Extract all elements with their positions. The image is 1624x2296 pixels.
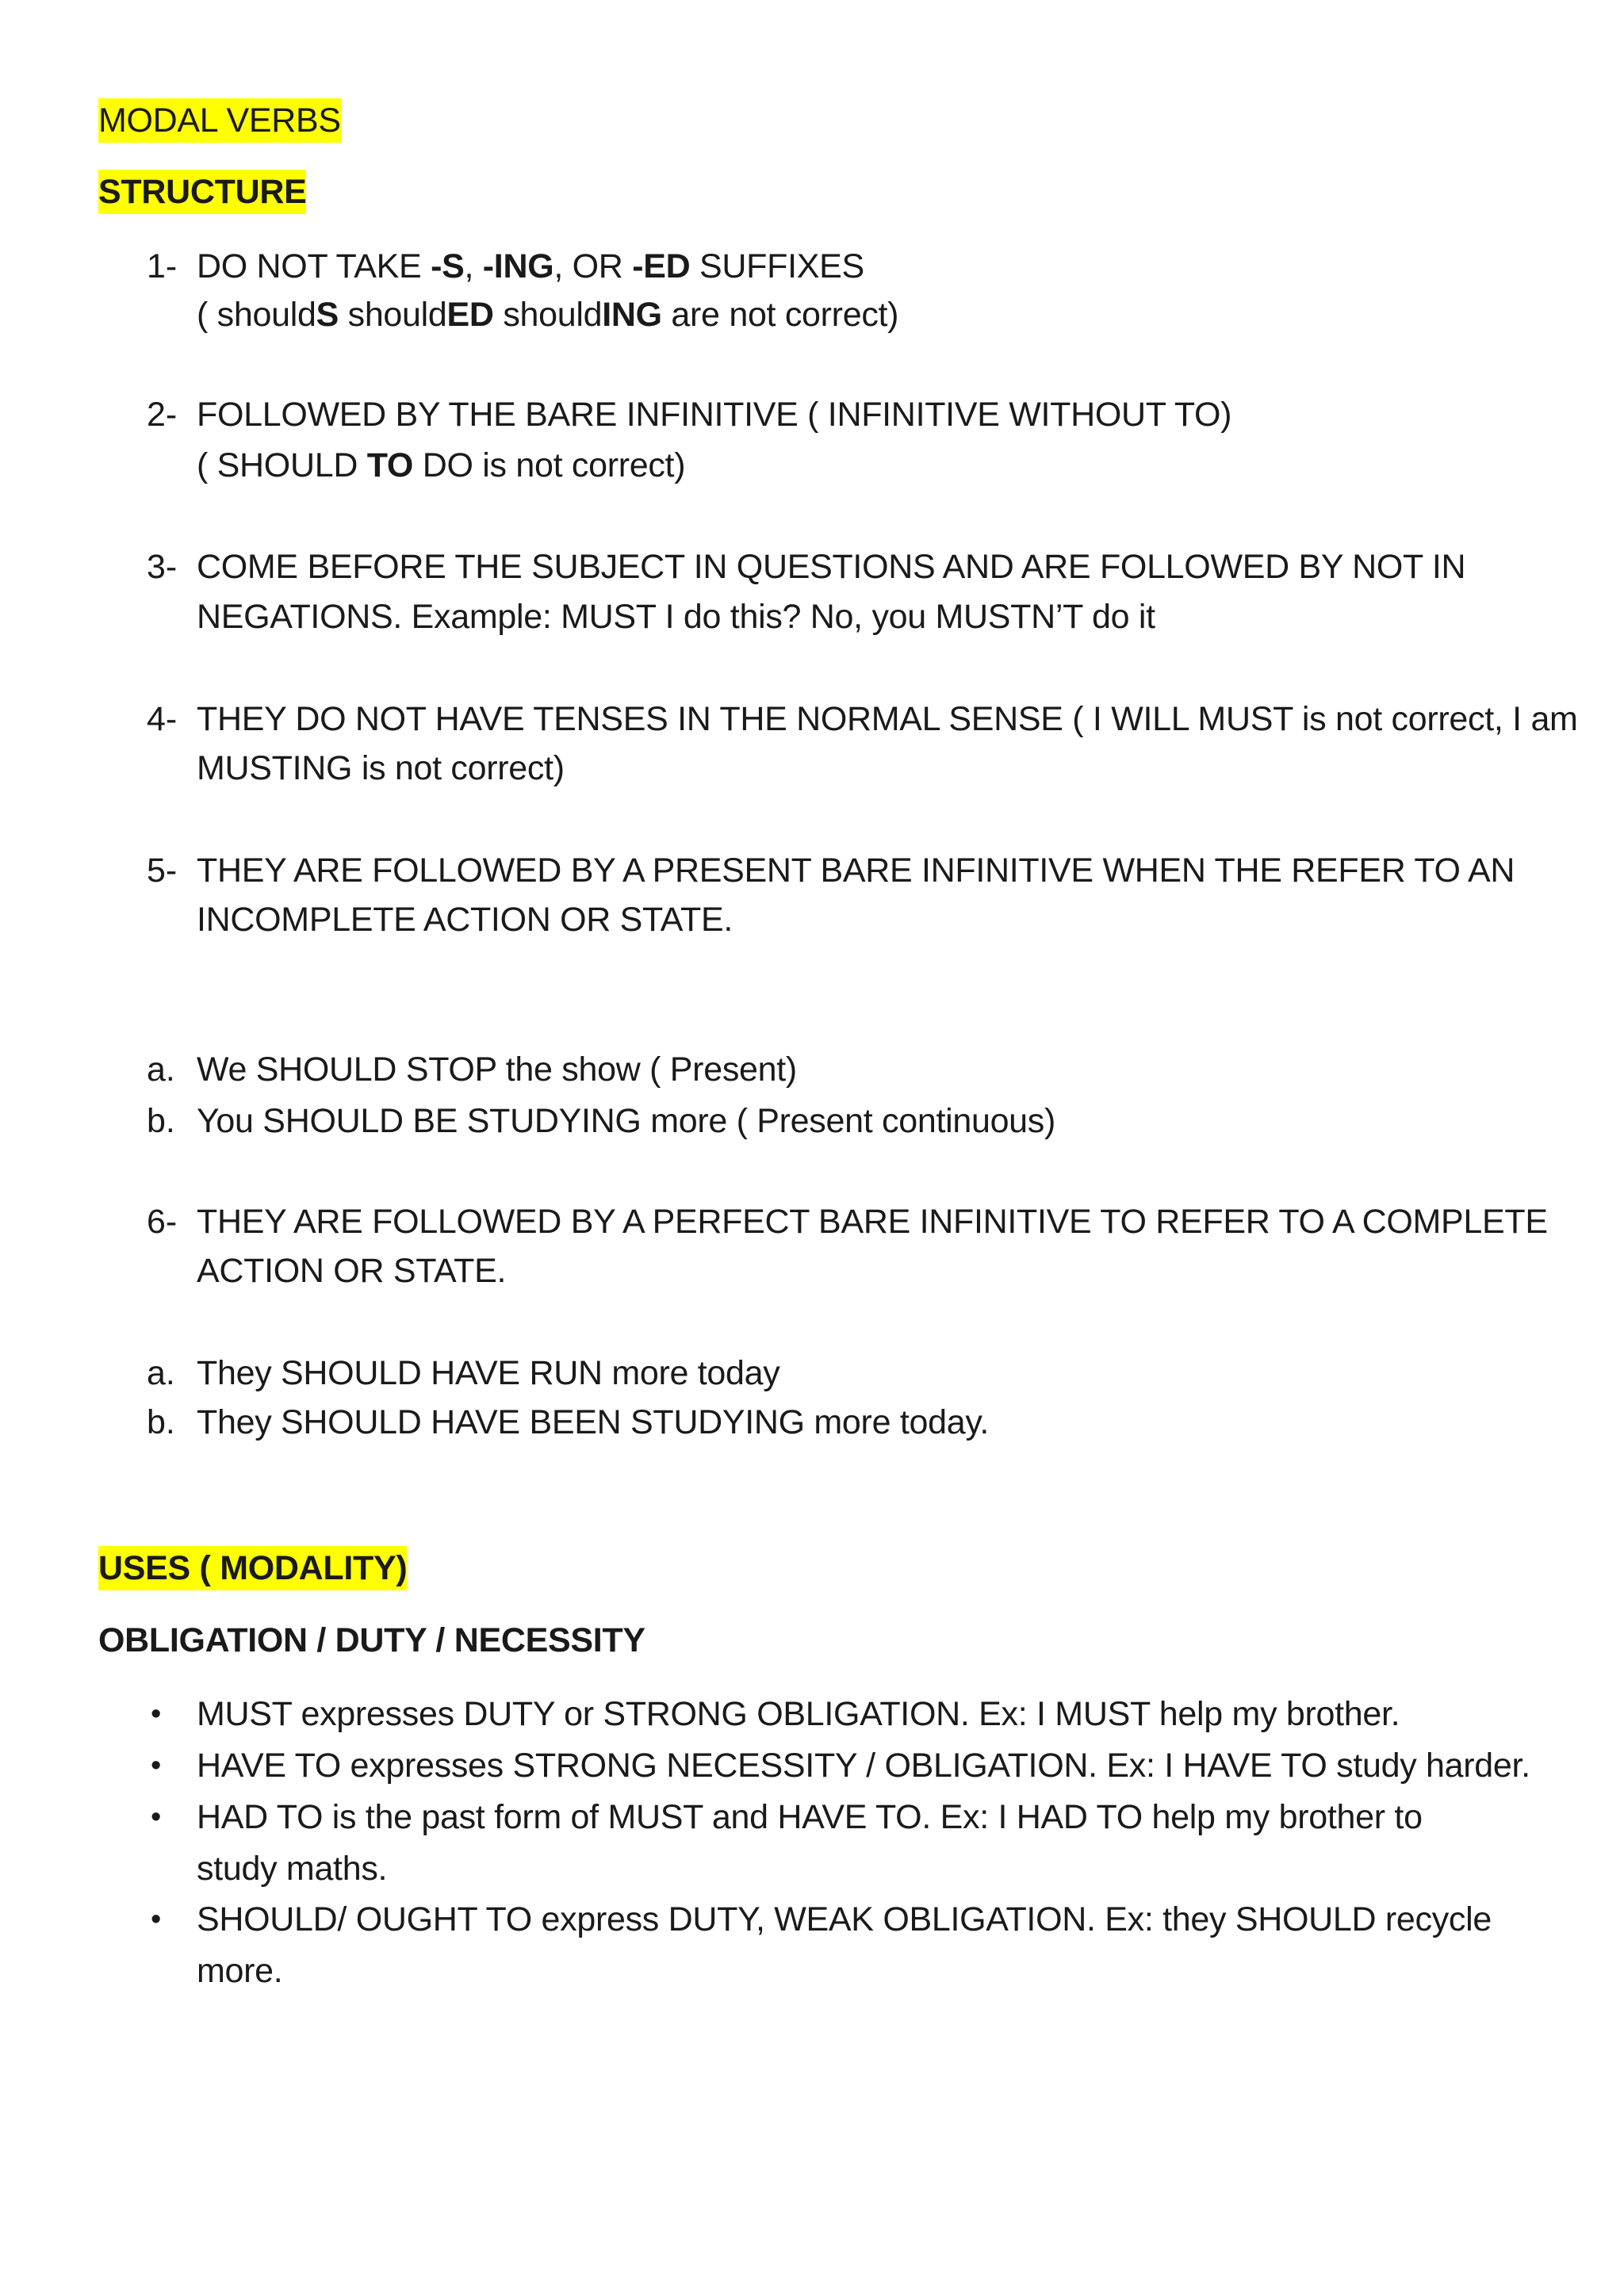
item-1-example: should	[493, 296, 603, 334]
item-1-suffix-ing: -ING	[482, 247, 554, 285]
item-2-example: DO is not correct)	[413, 446, 686, 484]
item-2-line-2	[197, 444, 685, 487]
item-1-text: SUFFIXES	[690, 247, 864, 285]
example-5b-marker: b.	[147, 1102, 175, 1140]
item-1-suffix-s: -S	[431, 247, 465, 285]
item-1-example: are not correct)	[661, 296, 899, 334]
item-1-example-bold: S	[316, 296, 339, 334]
bullet-icon: •	[151, 1903, 162, 1936]
item-1-marker: 1-	[147, 247, 178, 285]
item-1-example-bold: ED	[446, 296, 494, 334]
uses-heading	[98, 1547, 407, 1590]
item-1-text: ,	[464, 247, 483, 285]
item-1-example: ( should	[197, 296, 316, 334]
structure-heading	[98, 170, 306, 213]
structure-heading-text: STRUCTURE	[98, 170, 306, 214]
bullet-item-have-to: HAVE TO expresses STRONG NECESSITY / OBLIGATION. Ex: I HAVE TO study harder.	[197, 1747, 1530, 1785]
example-6a-marker: a.	[147, 1354, 175, 1392]
bullet-item-should: SHOULD/ OUGHT TO express DUTY, WEAK OBLIGATION. Ex: they SHOULD recycle	[197, 1900, 1492, 1938]
bullet-icon: •	[151, 1800, 162, 1834]
title-text: MODAL VERBS	[98, 98, 341, 143]
item-6-marker: 6-	[147, 1203, 178, 1241]
item-6-line-2: ACTION OR STATE.	[197, 1252, 507, 1290]
item-3-line-2: NEGATIONS. Example: MUST I do this? No, you MUSTN’T do it	[197, 598, 1155, 636]
bullet-item-must: MUST expresses DUTY or STRONG OBLIGATION. Ex: I MUST help my brother.	[197, 1695, 1400, 1733]
item-3-line-1: COME BEFORE THE SUBJECT IN QUESTIONS AND ARE FOLLOWED BY NOT IN	[197, 548, 1466, 586]
example-5a: We SHOULD STOP the show ( Present)	[197, 1050, 797, 1089]
bullet-icon: •	[151, 1697, 162, 1731]
item-1-suffix-ed: -ED	[632, 247, 691, 285]
item-2-line-1: FOLLOWED BY THE BARE INFINITIVE ( INFINITIVE WITHOUT TO)	[197, 396, 1232, 434]
bullet-item-had-to: HAD TO is the past form of MUST and HAVE TO. Ex: I HAD TO help my brother to	[197, 1798, 1423, 1836]
example-6a: They SHOULD HAVE RUN more today	[197, 1354, 780, 1392]
item-5-line-1: THEY ARE FOLLOWED BY A PRESENT BARE INFINITIVE WHEN THE REFER TO AN	[197, 851, 1515, 890]
item-4-line-2: MUSTING is not correct)	[197, 749, 565, 787]
item-6-line-1: THEY ARE FOLLOWED BY A PERFECT BARE INFINITIVE TO REFER TO A COMPLETE	[197, 1203, 1548, 1241]
title	[98, 99, 341, 142]
item-1-line-2	[197, 293, 898, 336]
item-1-example-bold: ING	[602, 296, 662, 334]
item-4-marker: 4-	[147, 700, 178, 738]
bullet-item-should-cont: more.	[197, 1952, 283, 1990]
example-5b: You SHOULD BE STUDYING more ( Present continuous)	[197, 1102, 1056, 1140]
example-5a-marker: a.	[147, 1050, 175, 1089]
item-5-marker: 5-	[147, 851, 178, 890]
item-2-example: ( SHOULD	[197, 446, 367, 484]
item-1-text: , OR	[553, 247, 633, 285]
bullet-item-had-to-cont: study maths.	[197, 1850, 388, 1888]
obligation-heading: OBLIGATION / DUTY / NECESSITY	[98, 1621, 645, 1659]
item-2-marker: 2-	[147, 396, 178, 434]
item-5-line-2: INCOMPLETE ACTION OR STATE.	[197, 901, 733, 939]
item-1-example: should	[338, 296, 447, 334]
bullet-icon: •	[151, 1749, 162, 1782]
item-3-marker: 3-	[147, 548, 178, 586]
uses-heading-text: USES ( MODALITY)	[98, 1546, 407, 1590]
example-6b: They SHOULD HAVE BEEN STUDYING more today.	[197, 1403, 989, 1441]
item-1-text: DO NOT TAKE	[197, 247, 431, 285]
item-1-line-1	[197, 245, 864, 288]
example-6b-marker: b.	[147, 1403, 175, 1441]
item-4-line-1: THEY DO NOT HAVE TENSES IN THE NORMAL SENSE ( I WILL MUST is not correct, I am	[197, 700, 1578, 738]
item-2-example-bold: TO	[366, 446, 414, 484]
